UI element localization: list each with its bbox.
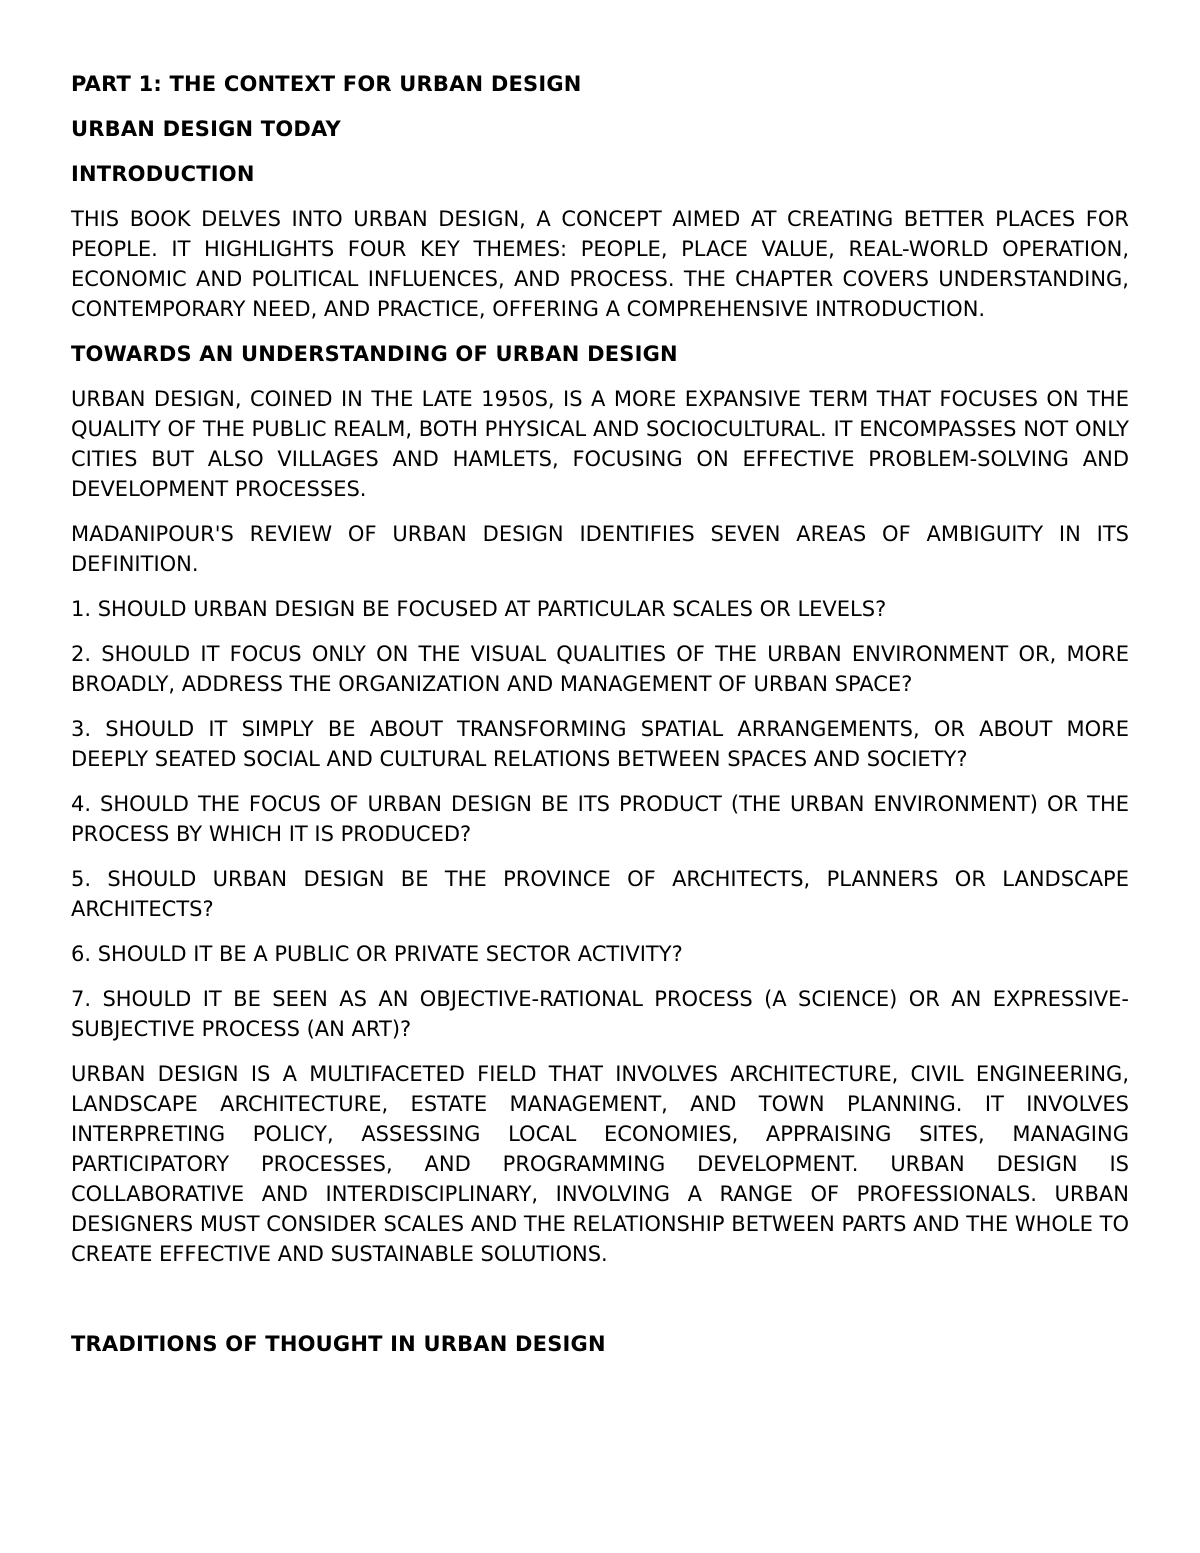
question-item: 5. SHOULD URBAN DESIGN BE THE PROVINCE OF ARCHITECTS, PLANNERS OR LANDSCAPE ARCHITECTS?: [71, 867, 1129, 921]
section-spacer: [71, 1284, 1129, 1329]
document-page: [71, 69, 1129, 1374]
part-title: PART 1: THE CONTEXT FOR URBAN DESIGN: [71, 72, 582, 96]
introduction-paragraph: THIS BOOK DELVES INTO URBAN DESIGN, A CONCEPT AIMED AT CREATING BETTER PLACES FOR PEOPLE. IT HIGHLIGHTS FOUR KEY THEMES: PEOPLE, PLACE VALUE, REAL-WORLD OPERATION, ECONOMIC AND POLITICAL INFLUENCES, AND PROCESS. THE CHAPTER COVERS UNDERSTANDING, CONTEMPORARY NEED, AND PRACTICE, OFFERING A COMPREHENSIVE INTRODUCTION.: [71, 207, 1129, 321]
chapter-title: URBAN DESIGN TODAY: [71, 117, 341, 141]
section-heading-understanding: TOWARDS AN UNDERSTANDING OF URBAN DESIGN: [71, 342, 678, 366]
understanding-paragraph-2: MADANIPOUR'S REVIEW OF URBAN DESIGN IDENTIFIES SEVEN AREAS OF AMBIGUITY IN ITS DEFINITION.: [71, 522, 1129, 576]
question-item: 7. SHOULD IT BE SEEN AS AN OBJECTIVE-RATIONAL PROCESS (A SCIENCE) OR AN EXPRESSIVE-SUBJECTIVE PROCESS (AN ART)?: [71, 987, 1129, 1041]
understanding-paragraph-1: URBAN DESIGN, COINED IN THE LATE 1950S, IS A MORE EXPANSIVE TERM THAT FOCUSES ON THE QUALITY OF THE PUBLIC REALM, BOTH PHYSICAL AND SOCIOCULTURAL. IT ENCOMPASSES NOT ONLY CITIES BUT ALSO VILLAGES AND HAMLETS, FOCUSING ON EFFECTIVE PROBLEM-SOLVING AND DEVELOPMENT PROCESSES.: [71, 387, 1129, 501]
understanding-paragraph-3: URBAN DESIGN IS A MULTIFACETED FIELD THAT INVOLVES ARCHITECTURE, CIVIL ENGINEERING, LANDSCAPE ARCHITECTURE, ESTATE MANAGEMENT, AND TOWN PLANNING. IT INVOLVES INTERPRETING POLICY, ASSESSING LOCAL ECONOMIES, APPRAISING SITES, MANAGING PARTICIPATORY PROCESSES, AND PROGRAMMING DEVELOPMENT. URBAN DESIGN IS COLLABORATIVE AND INTERDISCIPLINARY, INVOLVING A RANGE OF PROFESSIONALS. URBAN DESIGNERS MUST CONSIDER SCALES AND THE RELATIONSHIP BETWEEN PARTS AND THE WHOLE TO CREATE EFFECTIVE AND SUSTAINABLE SOLUTIONS.: [71, 1062, 1129, 1266]
question-item: 2. SHOULD IT FOCUS ONLY ON THE VISUAL QUALITIES OF THE URBAN ENVIRONMENT OR, MORE BROADLY, ADDRESS THE ORGANIZATION AND MANAGEMENT OF URBAN SPACE?: [71, 642, 1129, 696]
section-heading-introduction: INTRODUCTION: [71, 162, 255, 186]
question-item: 3. SHOULD IT SIMPLY BE ABOUT TRANSFORMING SPATIAL ARRANGEMENTS, OR ABOUT MORE DEEPLY SEATED SOCIAL AND CULTURAL RELATIONS BETWEEN SPACES AND SOCIETY?: [71, 717, 1129, 771]
question-item: 1. SHOULD URBAN DESIGN BE FOCUSED AT PARTICULAR SCALES OR LEVELS?: [71, 597, 887, 621]
question-item: 6. SHOULD IT BE A PUBLIC OR PRIVATE SECTOR ACTIVITY?: [71, 942, 683, 966]
question-item: 4. SHOULD THE FOCUS OF URBAN DESIGN BE ITS PRODUCT (THE URBAN ENVIRONMENT) OR THE PROCESS BY WHICH IT IS PRODUCED?: [71, 792, 1129, 846]
section-heading-traditions: TRADITIONS OF THOUGHT IN URBAN DESIGN: [71, 1332, 606, 1356]
